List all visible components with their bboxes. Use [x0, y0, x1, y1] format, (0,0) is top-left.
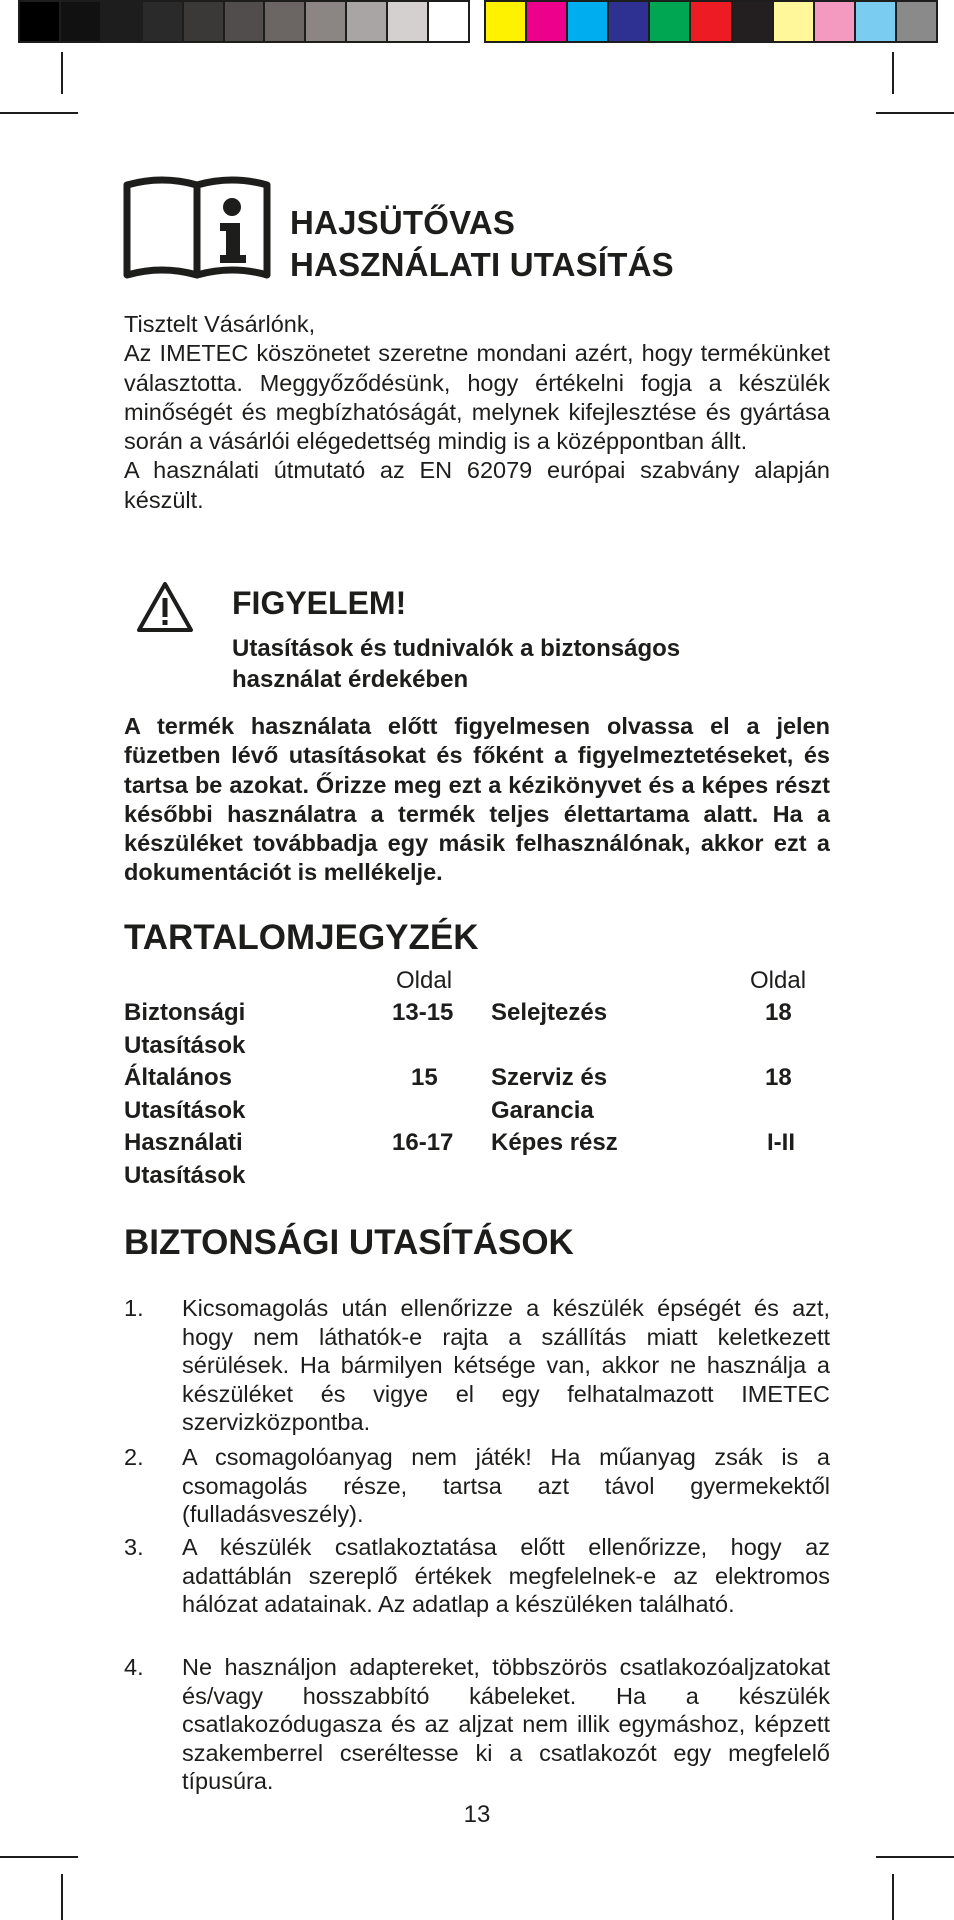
manual-title-line2: HASZNÁLATI UTASÍTÁS: [290, 246, 674, 283]
toc-entry-label: Szerviz és: [491, 1064, 608, 1091]
toc-entry-label: Garancia: [491, 1096, 594, 1124]
color-swatch: [609, 2, 650, 41]
crop-mark: [892, 52, 894, 94]
toc-entry-label: Általános: [124, 1064, 233, 1091]
warning-subtitle: [232, 633, 680, 695]
toc-entry-label: Biztonsági: [124, 999, 246, 1026]
crop-mark: [0, 1856, 78, 1858]
crop-mark: [876, 112, 954, 114]
toc-entry-page: 18: [765, 999, 792, 1026]
toc-entry-page: 15: [411, 1064, 438, 1091]
crop-mark: [892, 1874, 894, 1920]
color-swatch: [568, 2, 609, 41]
toc-entry: [491, 1127, 618, 1160]
color-swatch: [774, 2, 815, 41]
color-swatch: [527, 2, 568, 41]
toc-entry-label: Használati: [124, 1129, 243, 1156]
color-swatch: [815, 2, 856, 41]
color-swatch: [20, 2, 61, 41]
color-swatch: [61, 2, 102, 41]
list-item-number: 4.: [124, 1654, 144, 1680]
toc-entry: [491, 1062, 607, 1127]
toc-entry-page: 18: [765, 1064, 792, 1091]
list-item-text: A csomagolóanyag nem játék! Ha műanyag zsák is a csomagolás része, tartsa azt távol gyermekektől (fulladásveszély).: [182, 1444, 830, 1527]
color-swatch: [306, 2, 347, 41]
toc-entry-label: Selejtezés: [491, 999, 608, 1026]
toc-title: TARTALOMJEGYZÉK: [124, 918, 479, 957]
color-swatch: [897, 2, 936, 41]
warning-title: FIGYELEM!: [232, 585, 407, 621]
color-swatch: [486, 2, 527, 41]
warning-subtitle-line1: Utasítások és tudnivalók a biztonságos: [232, 635, 681, 662]
list-item: [124, 1533, 830, 1619]
warning-triangle-icon: [135, 580, 195, 634]
intro-paragraph: Az IMETEC köszönetet szeretne mondani azért, hogy termékünket választotta. Meggyőződésünk, hogy értékelni fogja a készülék minőségét és megbízhatóságát, melynek kifejlesztése és gyártása során a vásárlói elégedettség mindig is a középpontban állt.: [124, 340, 830, 455]
toc-entry-page: 16-17: [392, 1129, 454, 1156]
toc-entry-label: Képes rész: [491, 1129, 618, 1156]
safety-title: BIZTONSÁGI UTASÍTÁSOK: [124, 1223, 574, 1262]
toc-entry: [124, 1062, 245, 1127]
color-swatch: [184, 2, 225, 41]
toc-page-header-left: Oldal: [396, 967, 453, 994]
warning-subtitle-line2: használat érdekében: [232, 666, 469, 693]
toc-entry: [491, 997, 607, 1030]
list-item: [124, 1294, 830, 1437]
gray-calibration-bar: [18, 0, 470, 43]
info-manual-icon: [122, 173, 272, 283]
list-item-text: Kicsomagolás után ellenőrizze a készülék épségét és azt, hogy nem láthatók-e rajta a szállítás miatt keletkezett sérülések. Ha bármilyen kétsége van, akkor ne használja a készüléket és vigye el egy felhatalmazott IMETEC szervizközpontba.: [182, 1295, 830, 1435]
color-swatch: [650, 2, 691, 41]
toc-page-header-right: Oldal: [750, 967, 807, 994]
greeting: Tisztelt Vásárlónk,: [124, 311, 316, 337]
color-swatch: [225, 2, 266, 41]
list-item: [124, 1653, 830, 1796]
intro-standard-paragraph: A használati útmutató az EN 62079 európai szabvány alapján készült.: [124, 457, 830, 513]
color-calibration-bar: [484, 0, 938, 43]
list-item-number: 1.: [124, 1295, 144, 1321]
color-swatch: [102, 2, 143, 41]
color-swatch: [347, 2, 388, 41]
list-item-number: 2.: [124, 1444, 144, 1470]
color-swatch: [856, 2, 897, 41]
color-swatch: [429, 2, 468, 41]
crop-mark: [0, 112, 78, 114]
list-item-text: A készülék csatlakoztatása előtt ellenőrizze, hogy az adattáblán szereplő értékek megfelelnek-e az elektromos hálózat adatainak. Az adatlap a készüléken található.: [182, 1534, 830, 1617]
toc-entry-page: 13-15: [392, 999, 454, 1026]
color-swatch: [733, 2, 774, 41]
toc-entry-label: Utasítások: [124, 1161, 246, 1189]
crop-mark: [61, 52, 63, 94]
crop-mark: [61, 1874, 63, 1920]
color-swatch: [265, 2, 306, 41]
color-swatch: [388, 2, 429, 41]
color-swatch: [691, 2, 732, 41]
manual-title-line1: HAJSÜTŐVAS: [290, 204, 516, 241]
list-item: [124, 1443, 830, 1529]
list-item-number: 3.: [124, 1534, 144, 1560]
toc-entry-label: Utasítások: [124, 1096, 246, 1124]
toc-entry-label: Utasítások: [124, 1031, 246, 1059]
toc-entry-page: I-II: [767, 1129, 795, 1156]
toc-entry: [124, 997, 245, 1062]
list-item-text: Ne használjon adaptereket, többszörös csatlakozóaljzatokat és/vagy hosszabbító kábeleket. Ha a készülék csatlakozódugasza és az aljzat nem illik egymáshoz, képzett szakemberrel cseréltesse ki a csatlakozót egy megfelelő típusúra.: [182, 1654, 830, 1794]
toc-entry: [124, 1127, 245, 1192]
crop-mark: [876, 1856, 954, 1858]
warning-body: A termék használata előtt figyelmesen olvassa el a jelen füzetben lévő utasításokat és főként a figyelmeztetéseket, és tartsa be azokat. Őrizze meg ezt a kézikönyvet és a képes részt későbbi használatra a termék teljes élettartama alatt. Ha a készüléket továbbadja egy másik felhasználónak, akkor ezt a dokumentációt is mellékelje.: [124, 713, 830, 886]
color-swatch: [143, 2, 184, 41]
intro-section: [124, 310, 830, 515]
page-number: 13: [463, 1801, 491, 1828]
